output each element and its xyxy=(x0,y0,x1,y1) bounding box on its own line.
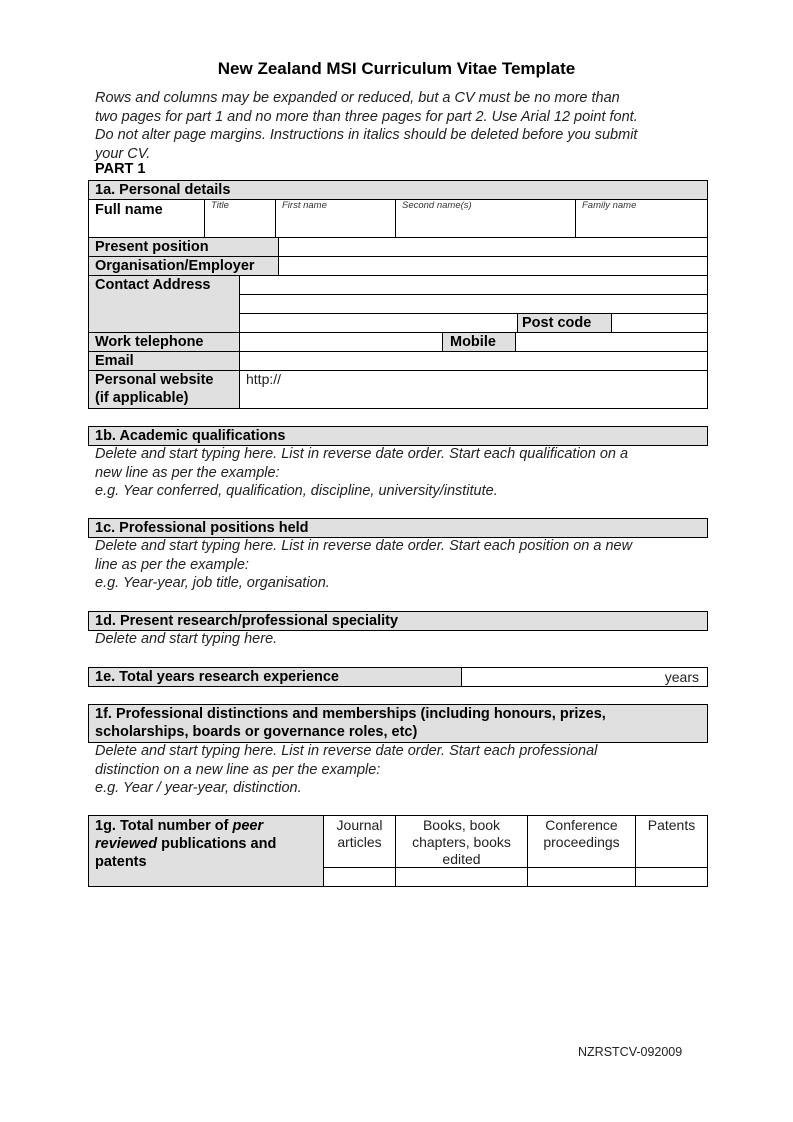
first-name-field[interactable]: First name xyxy=(282,200,327,211)
instructions xyxy=(95,89,715,163)
speciality-instructions[interactable]: Delete and start typing here. xyxy=(95,631,278,647)
journal-articles-header: Journal articles xyxy=(336,817,383,850)
years-unit: years xyxy=(664,669,699,685)
organisation-label: Organisation/Employer xyxy=(95,258,255,274)
academic-qualifications-header: 1b. Academic qualifications xyxy=(95,428,286,444)
full-name-label: Full name xyxy=(95,202,163,218)
patents-field[interactable] xyxy=(636,868,707,886)
publications-label: 1g. Total number of peer reviewed publications and patents xyxy=(95,818,277,870)
instructions-line: your CV. xyxy=(95,145,151,162)
mobile-field[interactable] xyxy=(516,333,707,351)
instructions-line: two pages for part 1 and no more than three pages for part 2. Use Arial 12 point font. xyxy=(95,108,638,125)
distinctions-header-box xyxy=(88,704,708,743)
instructions-line: Rows and columns may be expanded or reduced, but a CV must be no more than xyxy=(95,90,620,106)
experience-row xyxy=(88,667,708,687)
research-experience-label: 1e. Total years research experience xyxy=(95,669,339,685)
address-line-2-field[interactable] xyxy=(240,295,707,313)
conference-proceedings-field[interactable] xyxy=(528,868,635,886)
patents-header: Patents xyxy=(647,817,696,833)
document-code: NZRSTCV-092009 xyxy=(578,1045,683,1059)
organisation-field[interactable] xyxy=(279,257,707,275)
instructions-line: Do not alter page margins. Instructions in italics should be deleted before you submit xyxy=(95,127,638,143)
personal-details-header: 1a. Personal details xyxy=(95,182,231,198)
books-field[interactable] xyxy=(396,868,527,886)
address-line-3-field[interactable] xyxy=(240,314,517,332)
academic-instructions[interactable]: Delete and start typing here. List in reverse date order. Start each qualification on a new line as per the example: e.g. Year conferred, qualification, discipline, university/institute. xyxy=(95,446,629,499)
distinctions-header: 1f. Professional distinctions and memberships (including honours, prizes, scholarships, boards or governance roles, etc) xyxy=(95,706,606,740)
conference-proceedings-header: Conference proceedings xyxy=(543,817,620,850)
mobile-label: Mobile xyxy=(450,334,496,350)
journal-articles-field[interactable] xyxy=(324,868,395,886)
part-heading: PART 1 xyxy=(95,161,146,177)
speciality-header-box xyxy=(88,611,708,631)
distinctions-instructions[interactable]: Delete and start typing here. List in reverse date order. Start each professional distinction on a new line as per the example: e.g. Year / year-year, distinction. xyxy=(95,743,598,796)
post-code-label: Post code xyxy=(522,315,592,331)
positions-instructions[interactable]: Delete and start typing here. List in reverse date order. Start each position on a new line as per the example: e.g. Year-year, job title, organisation. xyxy=(95,538,633,591)
present-position-label: Present position xyxy=(95,239,209,255)
work-telephone-field[interactable] xyxy=(240,333,442,351)
publications-table xyxy=(88,815,708,887)
professional-positions-header: 1c. Professional positions held xyxy=(95,520,309,536)
address-line-1-field[interactable] xyxy=(240,276,707,294)
present-position-field[interactable] xyxy=(279,238,707,256)
second-name-field[interactable]: Second name(s) xyxy=(402,200,472,211)
contact-address-label: Contact Address xyxy=(95,277,211,293)
email-label: Email xyxy=(95,353,134,369)
personal-website-field[interactable]: http:// xyxy=(246,371,282,387)
personal-details-table xyxy=(88,180,708,409)
title-field[interactable]: Title xyxy=(211,200,229,211)
personal-website-label: Personal website (if applicable) xyxy=(95,372,214,406)
post-code-field[interactable] xyxy=(612,314,707,332)
family-name-field[interactable]: Family name xyxy=(582,200,637,211)
work-telephone-label: Work telephone xyxy=(95,334,204,350)
books-header: Books, book chapters, books edited xyxy=(412,817,511,867)
research-speciality-header: 1d. Present research/professional speciality xyxy=(95,613,399,629)
email-field[interactable] xyxy=(240,352,707,370)
academic-header-box xyxy=(88,426,708,446)
positions-header-box xyxy=(88,518,708,538)
page-title: New Zealand MSI Curriculum Vitae Template xyxy=(217,59,576,78)
